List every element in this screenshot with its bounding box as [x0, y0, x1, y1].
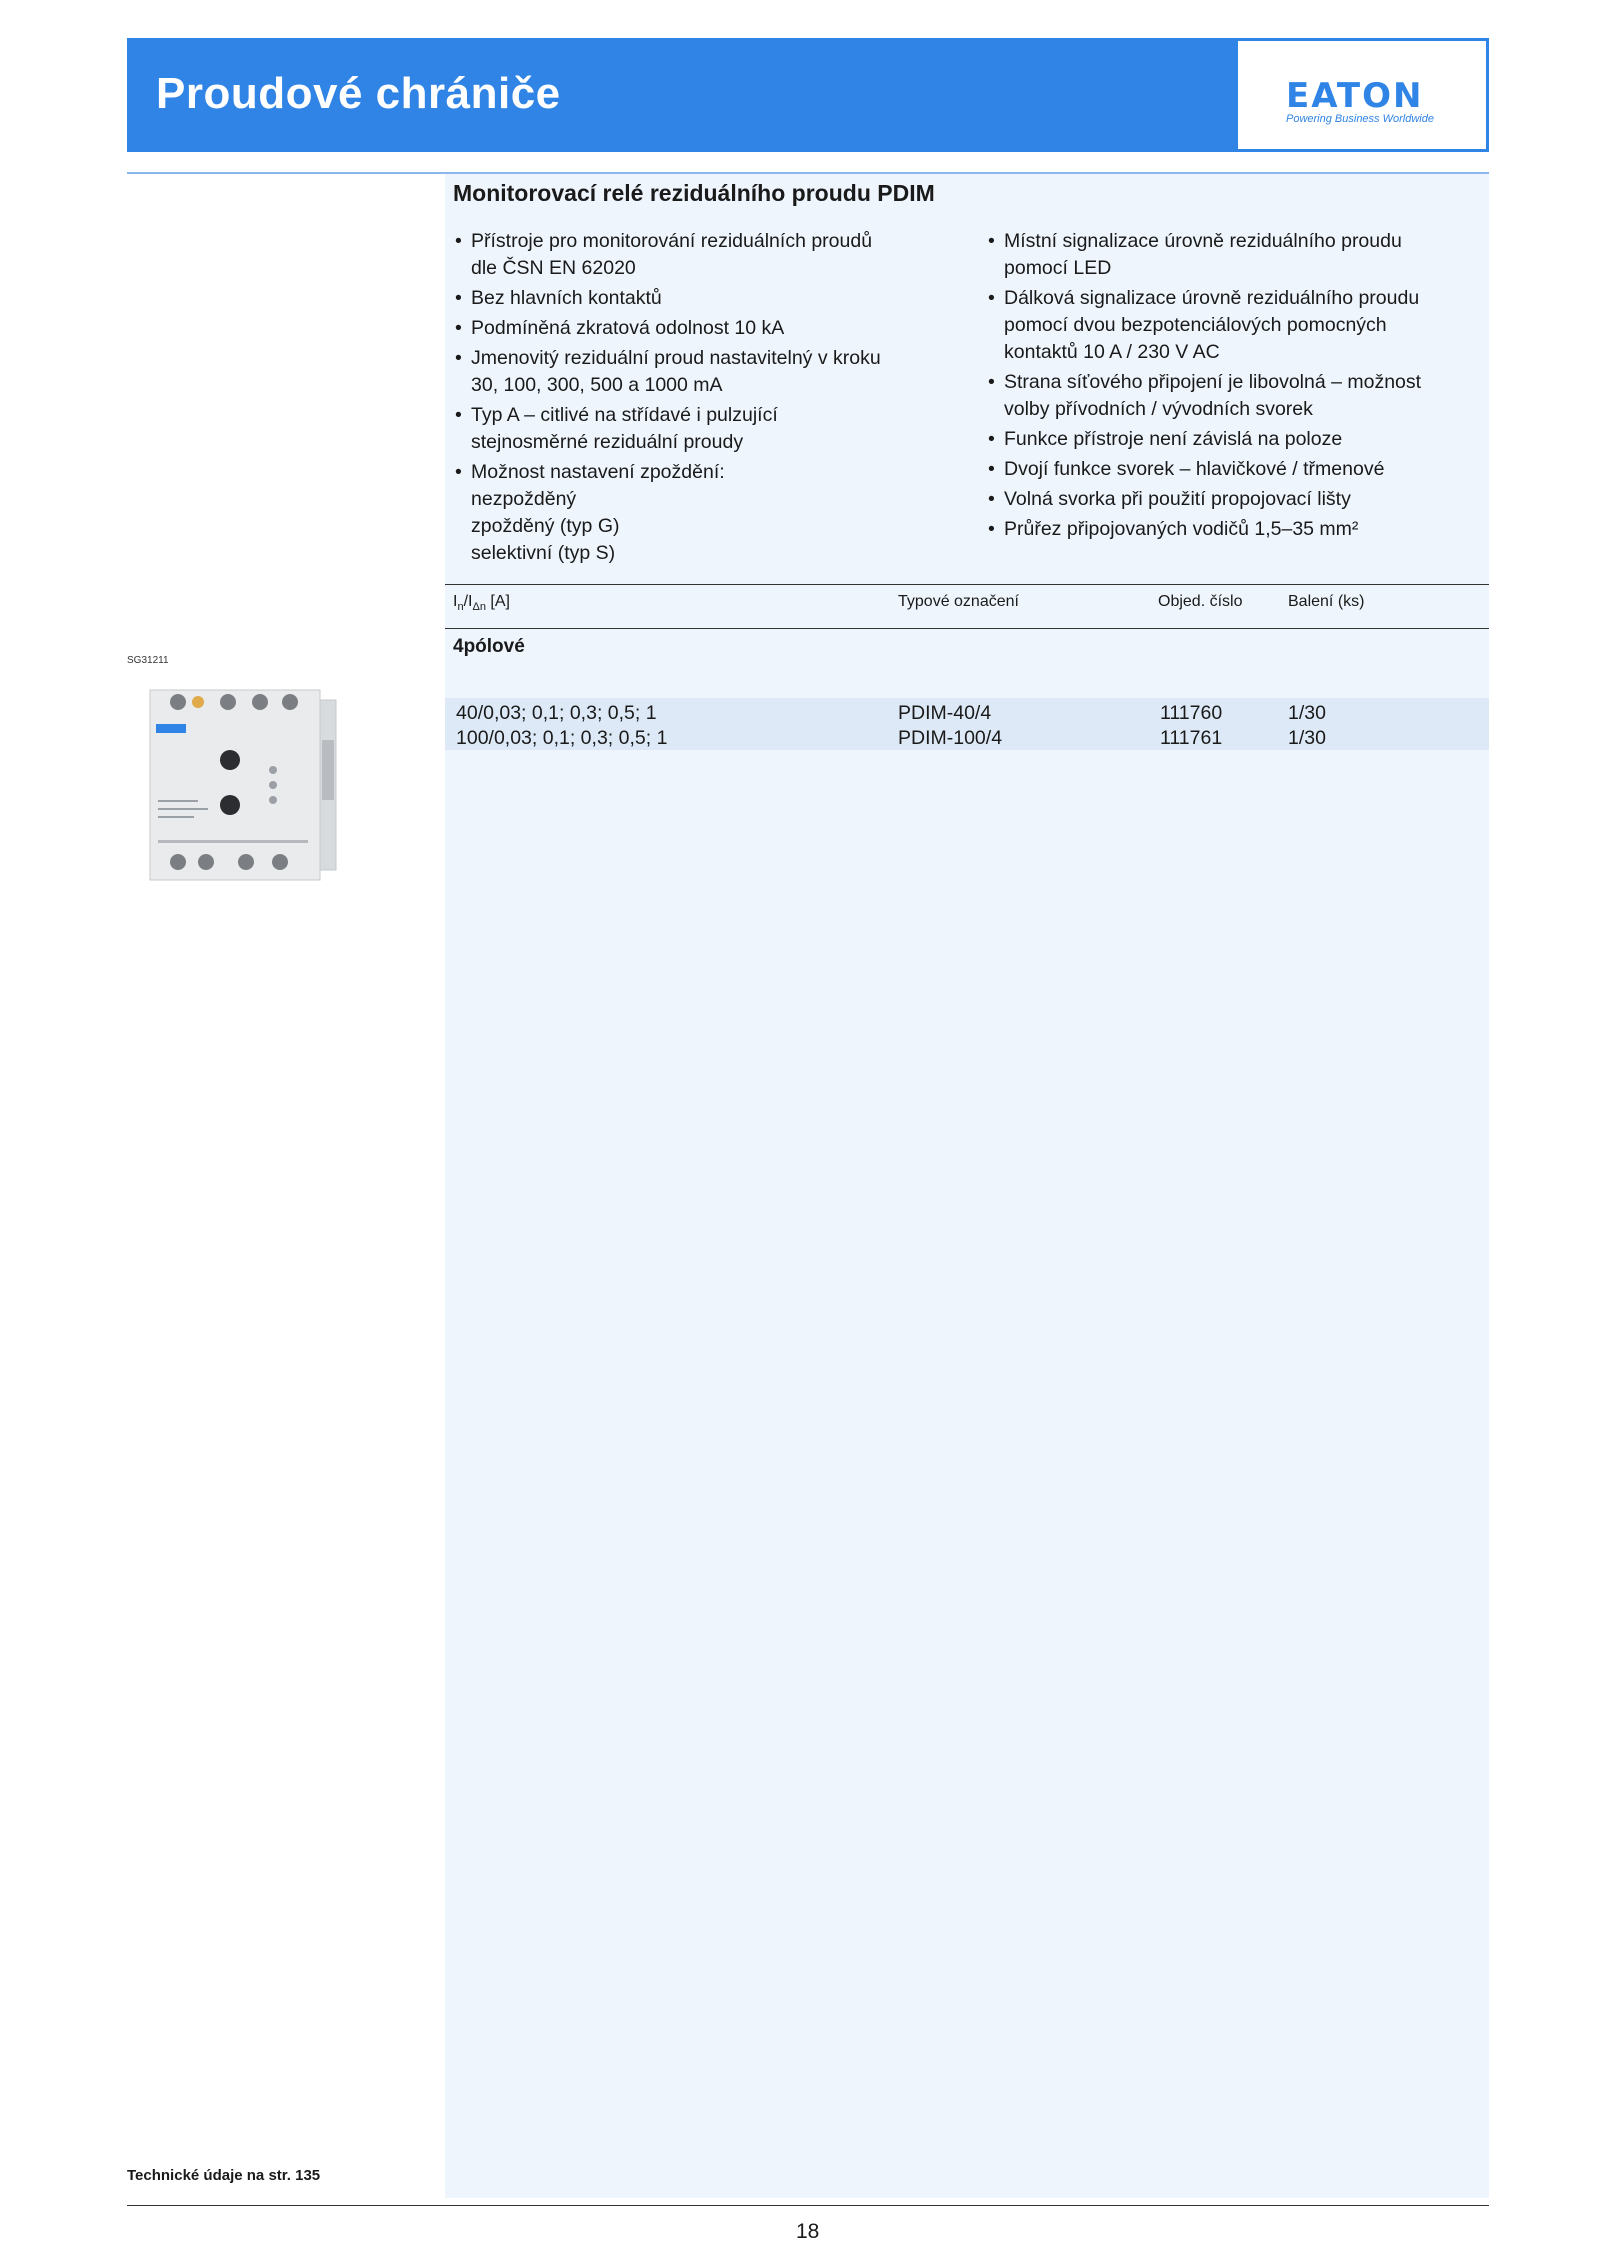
feature-bullet: [453, 285, 963, 312]
table-header-rule: [445, 628, 1489, 629]
feature-list-right: [986, 228, 1486, 546]
feature-line: • Průřez připojovaných vodičů 1,5–35 mm²: [1004, 518, 1359, 540]
feature-line: pomocí LED: [1004, 257, 1112, 279]
table-cell-order: 111761: [1160, 727, 1223, 749]
table-cell-type: PDIM-40/4: [898, 702, 992, 724]
eaton-logo: [1238, 41, 1486, 149]
footer-rule: [127, 2205, 1489, 2206]
feature-bullet: [453, 402, 963, 456]
page-number: 18: [796, 2220, 820, 2243]
table-cell-order: 111760: [1160, 702, 1223, 724]
feature-bullet: [453, 315, 963, 342]
feature-line: • Funkce přístroje není závislá na poloze: [1004, 428, 1343, 450]
col-header-pack: Balení (ks): [1288, 593, 1365, 610]
feature-bullet: [453, 228, 963, 282]
feature-line: dle ČSN EN 62020: [471, 257, 636, 279]
feature-line: 30, 100, 300, 500 a 1000 mA: [471, 374, 723, 396]
table-cell-pack: 1/30: [1288, 727, 1326, 749]
feature-bullet: [986, 285, 1486, 366]
section-title: Monitorovací relé reziduálního proudu PDIM: [453, 180, 935, 206]
feature-line: • Strana síťového připojení je libovolná – možnost: [1004, 371, 1422, 393]
logo-wordmark: EATON: [1286, 76, 1424, 116]
col-header-order: Objed. číslo: [1158, 593, 1243, 610]
table-top-rule: [445, 584, 1489, 585]
header-title: Proudové chrániče: [156, 69, 561, 118]
feature-line: volby přívodních / vývodních svorek: [1004, 398, 1313, 420]
feature-line: • Dvojí funkce svorek – hlavičkové / třmenové: [1004, 458, 1385, 480]
feature-line: • Místní signalizace úrovně reziduálního proudu: [1004, 230, 1402, 252]
feature-line: • Typ A – citlivé na střídavé i pulzující: [471, 404, 778, 426]
feature-list-left: [453, 228, 963, 570]
footnote: Technické údaje na str. 135: [127, 2167, 321, 2184]
feature-line: kontaktů 10 A / 230 V AC: [1004, 341, 1220, 363]
col-header-type: Typové označení: [898, 593, 1019, 610]
col-header-rating: $I_n/I_{\Delta n}$ [A]: [453, 593, 510, 614]
feature-line: selektivní (typ S): [471, 542, 616, 564]
feature-line: stejnosměrné reziduální proudy: [471, 431, 744, 453]
table-cell-rating: 40/0,03; 0,1; 0,3; 0,5; 1: [456, 702, 657, 724]
table-cell-type: PDIM-100/4: [898, 727, 1003, 749]
feature-line: • Jmenovitý reziduální proud nastavitelný v kroku: [471, 347, 881, 369]
feature-bullet: [453, 345, 963, 399]
feature-line: • Volná svorka při použití propojovací lišty: [1004, 488, 1351, 510]
product-photo: [140, 680, 340, 890]
feature-line: • Dálková signalizace úrovně reziduálního proudu: [1004, 287, 1420, 309]
logo-tagline: Powering Business Worldwide: [1286, 113, 1434, 125]
feature-line: • Možnost nastavení zpoždění:: [471, 461, 725, 483]
image-code: SG31211: [127, 655, 169, 666]
table-cell-pack: 1/30: [1288, 702, 1326, 724]
feature-bullet: [986, 516, 1486, 543]
feature-line: • Podmíněná zkratová odolnost 10 kA: [471, 317, 785, 339]
page-header: [127, 38, 1489, 152]
group-label: 4pólové: [453, 636, 525, 657]
feature-line: zpožděný (typ G): [471, 515, 620, 537]
feature-bullet: [986, 456, 1486, 483]
feature-bullet: [986, 228, 1486, 282]
feature-line: pomocí dvou bezpotenciálových pomocných: [1004, 314, 1387, 336]
feature-line: • Bez hlavních kontaktů: [471, 287, 662, 309]
feature-line: • Přístroje pro monitorování reziduálních proudů: [471, 230, 873, 252]
feature-line: nezpožděný: [471, 488, 577, 510]
feature-bullet: [986, 426, 1486, 453]
feature-bullet: [986, 369, 1486, 423]
feature-bullet: [986, 486, 1486, 513]
table-cell-rating: 100/0,03; 0,1; 0,3; 0,5; 1: [456, 727, 668, 749]
feature-bullet: [453, 459, 963, 567]
